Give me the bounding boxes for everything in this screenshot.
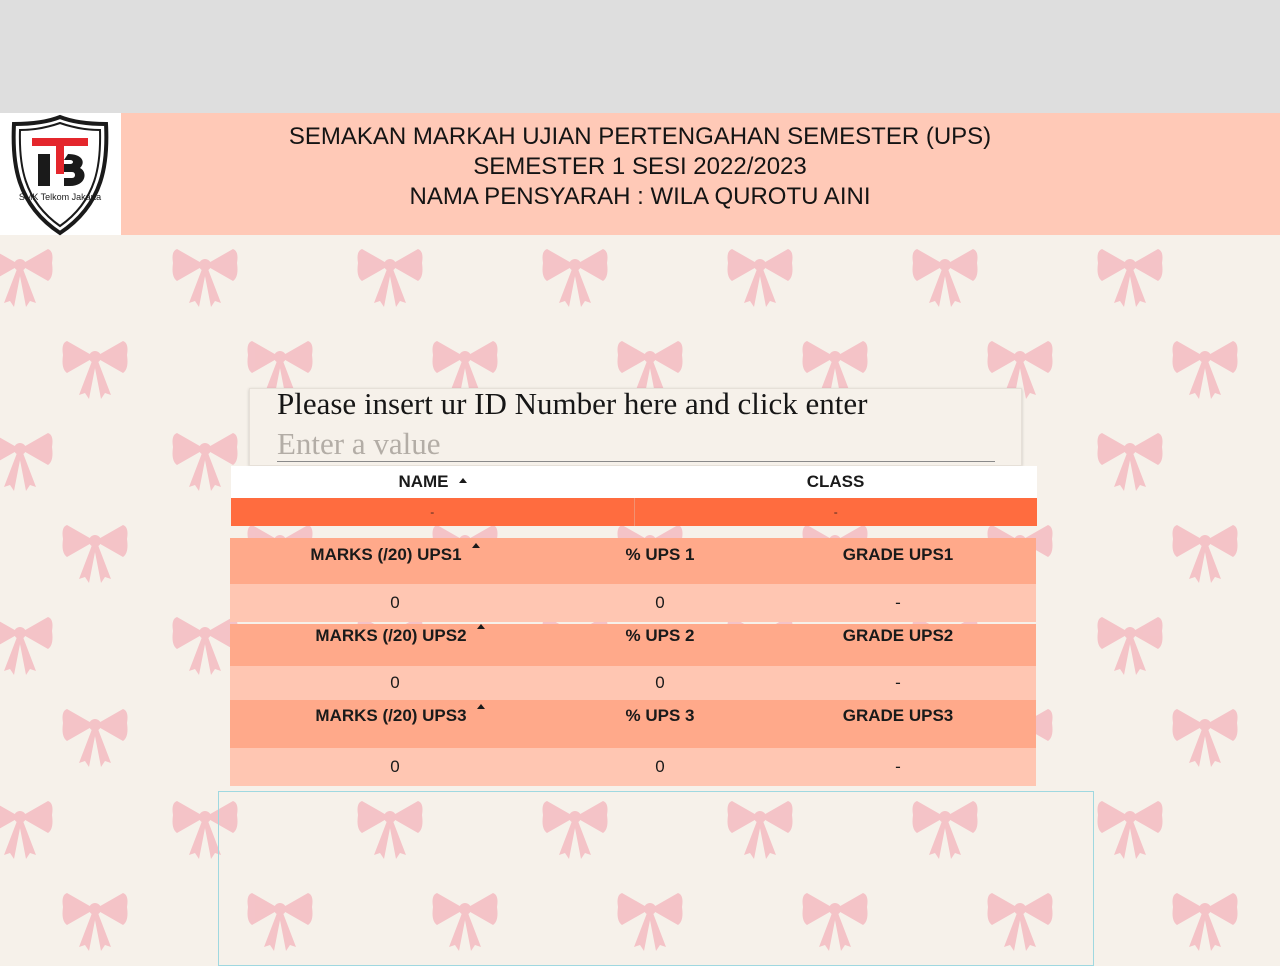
sort-ascending-icon: [477, 704, 485, 709]
marks-table-ups2: [230, 624, 1036, 700]
marks-header-label: MARKS (/20) UPS3: [315, 706, 467, 725]
bow-decoration-icon: [0, 433, 53, 491]
name-value: -: [231, 498, 635, 526]
marks-value: 0: [390, 593, 400, 612]
bow-decoration-icon: [0, 249, 53, 307]
bow-decoration-icon: [1173, 709, 1238, 767]
header-line-lecturer: NAMA PENSYARAH : WILA QUROTU AINI: [409, 183, 871, 210]
sort-ascending-icon: [459, 478, 467, 483]
bow-decoration-icon: [1173, 341, 1238, 399]
logo-text: SMK Telkom Jakarta: [18, 192, 102, 202]
bow-decoration-icon: [63, 893, 128, 951]
marks-header-label: MARKS (/20) UPS2: [315, 626, 467, 645]
id-number-input[interactable]: [277, 427, 995, 462]
header-line-semester: SEMESTER 1 SESI 2022/2023: [473, 153, 807, 180]
grade-column-header: GRADE UPS2: [842, 626, 954, 645]
bow-decoration-icon: [358, 249, 423, 307]
class-column-header[interactable]: [634, 466, 1037, 498]
bow-decoration-icon: [1098, 617, 1163, 675]
marks-value: 0: [390, 673, 400, 692]
bow-decoration-icon: [1173, 525, 1238, 583]
bow-decoration-icon: [173, 433, 238, 491]
marks-table-ups1: [230, 538, 1036, 622]
marks-header-row: [230, 624, 1036, 666]
id-prompt-label: Please insert ur ID Number here and click enter: [277, 386, 868, 421]
top-gray-bar: [0, 0, 1280, 113]
marks-value: 0: [390, 757, 400, 776]
grade-column-header: GRADE UPS1: [842, 545, 954, 564]
bow-decoration-icon: [913, 249, 978, 307]
bow-decoration-icon: [1173, 893, 1238, 951]
marks-value-row: [230, 584, 1036, 622]
percent-value: 0: [655, 593, 665, 612]
class-header-label: CLASS: [806, 472, 865, 491]
bow-decoration-icon: [63, 525, 128, 583]
percent-column-header: % UPS 3: [625, 706, 695, 725]
page-header: [0, 113, 1280, 235]
marks-value-row: [230, 748, 1036, 786]
grade-value: -: [895, 673, 901, 692]
bow-decoration-icon: [173, 617, 238, 675]
grade-value: -: [895, 757, 901, 776]
marks-column-header[interactable]: [230, 624, 560, 666]
percent-column-header: % UPS 2: [625, 626, 695, 645]
header-line-title: SEMAKAN MARKAH UJIAN PERTENGAHAN SEMESTER (UPS): [288, 123, 992, 150]
bow-decoration-icon: [0, 801, 53, 859]
marks-column-header[interactable]: [230, 700, 560, 748]
bow-decoration-icon: [728, 249, 793, 307]
marks-header-label: MARKS (/20) UPS1: [310, 545, 462, 564]
student-header-row: [231, 466, 1037, 498]
marks-column-header[interactable]: [230, 538, 560, 584]
bow-decoration-icon: [63, 709, 128, 767]
name-header-label: NAME: [398, 472, 449, 491]
smk-telkom-shield-icon: [10, 114, 110, 236]
sort-ascending-icon: [477, 624, 485, 629]
logo-container: [0, 113, 121, 235]
marks-header-row: [230, 538, 1036, 584]
id-search-card: [249, 388, 1022, 466]
marks-value-row: [230, 666, 1036, 700]
bow-decoration-icon: [1098, 801, 1163, 859]
bow-decoration-icon: [63, 341, 128, 399]
bow-decoration-icon: [543, 249, 608, 307]
percent-column-header: % UPS 1: [625, 545, 695, 564]
header-title-block: [190, 122, 1090, 212]
name-column-header[interactable]: [231, 466, 634, 498]
grade-value: -: [895, 593, 901, 612]
marks-header-row: [230, 700, 1036, 748]
grade-column-header: GRADE UPS3: [842, 706, 954, 725]
percent-value: 0: [655, 673, 665, 692]
marks-table-ups3: [230, 700, 1036, 786]
bow-decoration-icon: [1098, 433, 1163, 491]
embedded-content-frame: [218, 791, 1094, 966]
sort-ascending-icon: [472, 543, 480, 548]
bow-decoration-icon: [173, 249, 238, 307]
bow-decoration-icon: [1098, 249, 1163, 307]
class-value: -: [833, 505, 838, 519]
percent-value: 0: [655, 757, 665, 776]
student-value-row: [231, 498, 1037, 526]
bow-decoration-icon: [0, 617, 53, 675]
student-info-table: [231, 466, 1037, 526]
